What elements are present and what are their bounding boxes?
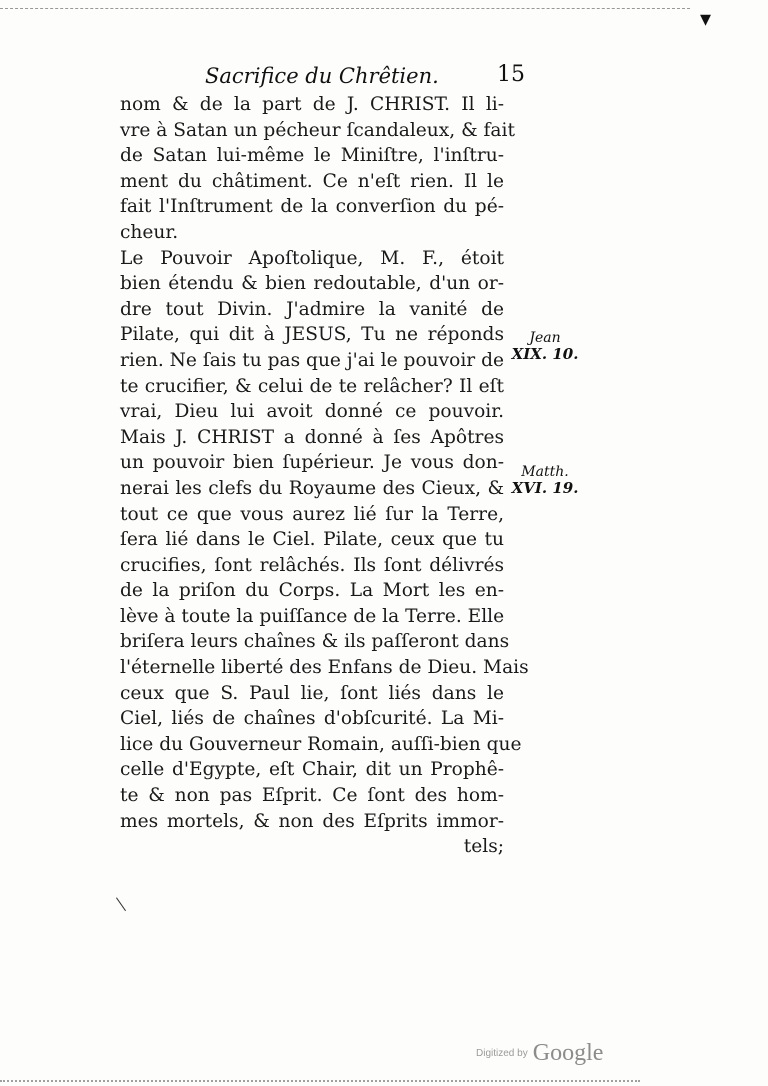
text-line: nerai les clefs du Royaume des Cieux, & <box>120 477 504 499</box>
stray-mark <box>116 892 134 911</box>
margin-note-ref: XIX. 10. <box>511 345 579 363</box>
page-header <box>205 64 525 90</box>
running-title: Sacrifice du Chrêtien. <box>205 64 439 88</box>
margin-note-book: Jean <box>529 330 561 346</box>
text-line: ceux que S. Paul lie, ſont liés dans le <box>120 682 504 704</box>
text-line: briſera leurs chaînes & ils paſſeront dans <box>120 631 510 653</box>
top-edge-line <box>0 8 690 9</box>
body-text <box>120 92 529 860</box>
text-line: Ciel, liés de chaînes d'obſcurité. La Mi- <box>120 708 504 730</box>
bottom-edge-line <box>0 1080 640 1082</box>
margin-note-matthieu <box>510 464 580 496</box>
text-line: Le Pouvoir Apoſtolique, M. F., étoit <box>120 247 504 269</box>
text-line: crucifies, ſont relâchés. Ils ſont délivrés <box>120 554 504 576</box>
text-line: mes mortels, & non des Eſprits immor- <box>120 810 504 832</box>
text-line: fait l'Inſtrument de la converſion du pé- <box>120 196 504 218</box>
text-line: te crucifier, & celui de te relâcher? Il eſt <box>120 375 504 397</box>
text-line: tels; <box>463 836 504 858</box>
text-line: cheur. <box>120 221 179 243</box>
text-line: vre à Satan un pécheur ſcandaleux, & fait <box>120 119 515 141</box>
text-line: celle d'Egypte, eſt Chair, dit un Prophê- <box>120 759 504 781</box>
text-line: bien étendu & bien redoutable, d'un or- <box>120 273 504 295</box>
margin-note-jean <box>510 330 580 362</box>
text-line: Mais J. CHRIST a donné à ſes Apôtres <box>120 426 504 448</box>
text-line: de Satan lui-même le Miniſtre, l'inſtru- <box>120 145 504 167</box>
text-line: nom & de la part de J. CHRIST. Il li- <box>120 94 504 115</box>
text-line: te & non pas Eſprit. Ce ſont des hom- <box>120 785 504 807</box>
margin-note-book: Matth. <box>521 464 569 480</box>
text-line: ſera lié dans le Ciel. Pilate, ceux que tu <box>120 529 504 551</box>
text-line: Pilate, qui dit à JESUS, Tu ne réponds <box>120 324 504 346</box>
google-logo: Google <box>532 1040 604 1066</box>
text-line: tout ce que vous aurez lié ſur la Terre, <box>120 503 504 525</box>
watermark-prefix: Digitized by <box>476 1048 528 1059</box>
text-line: ment du châtiment. Ce n'eſt rien. Il le <box>120 170 504 192</box>
text-line: vrai, Dieu lui avoit donné ce pouvoir. <box>120 401 504 423</box>
text-line: dre tout Divin. J'admire la vanité de <box>120 298 504 320</box>
text-line: lice du Gouverneur Romain, auſſi-bien que <box>120 733 522 755</box>
text-line: l'éternelle liberté des Enfans de Dieu. Mais <box>120 657 529 679</box>
text-line: un pouvoir bien ſupérieur. Je vous don- <box>120 452 504 474</box>
page-number: 15 <box>497 62 525 87</box>
text-line: lève à toute la puiſſance de la Terre. Elle <box>120 605 505 627</box>
text-line: rien. Ne ſais tu pas que j'ai le pouvoir de <box>120 349 504 371</box>
corner-mark: ▾ <box>700 6 712 32</box>
text-line: de la priſon du Corps. La Mort les en- <box>120 580 504 602</box>
digitization-watermark <box>476 1040 603 1067</box>
margin-note-ref: XVI. 19. <box>511 479 579 497</box>
